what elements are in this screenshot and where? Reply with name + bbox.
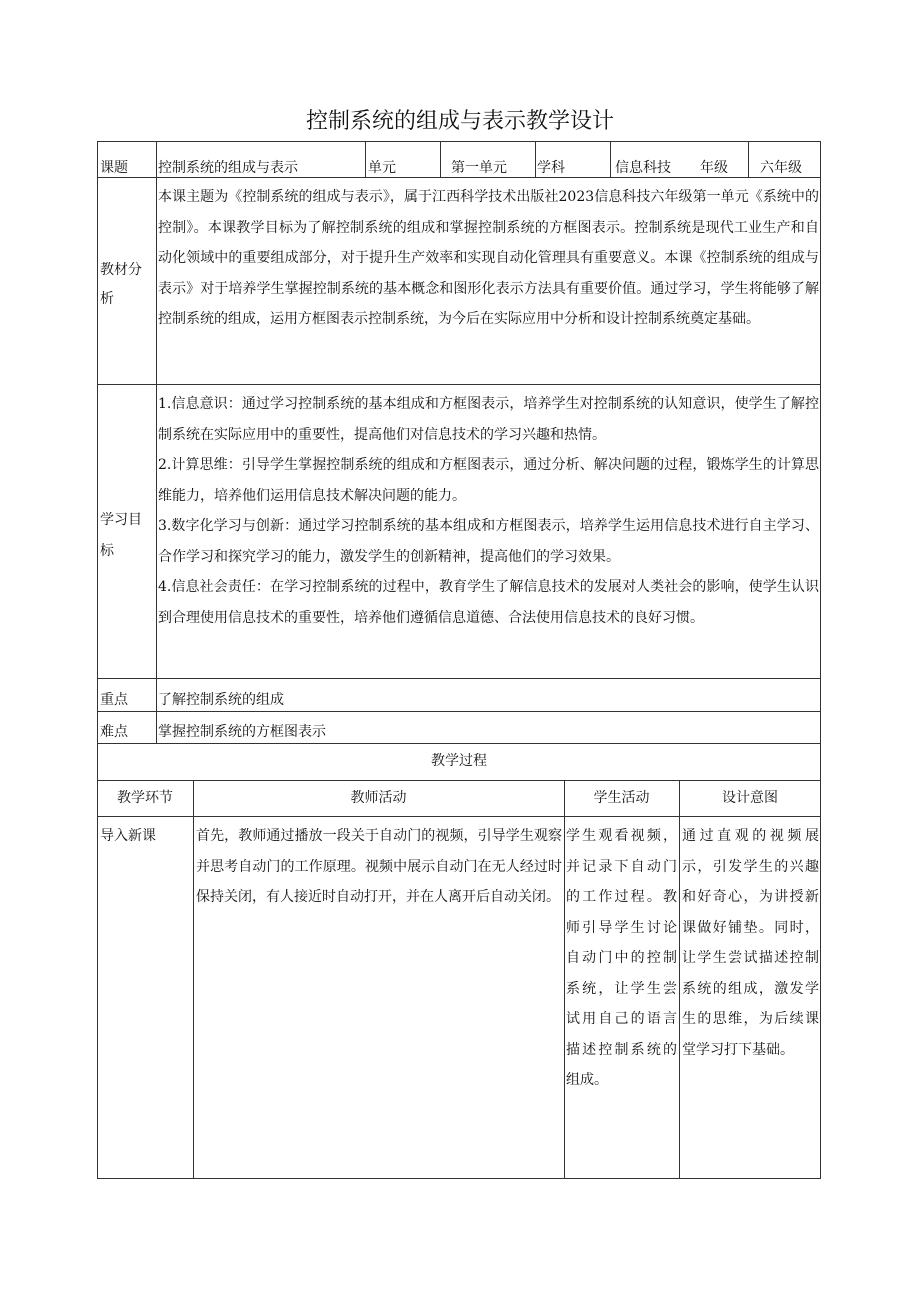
- grade-label: 年级: [700, 160, 728, 176]
- unit-label: 单元: [368, 160, 396, 176]
- column-divider: [365, 141, 366, 177]
- column-divider: [156, 141, 157, 177]
- row-divider: [97, 743, 821, 744]
- row-divider: [97, 678, 821, 679]
- topic-value: 控制系统的组成与表示: [158, 160, 298, 176]
- material-analysis-text: 本课主题为《控制系统的组成与表示》，属于江西科学技术出版社2023信息科技六年级第一单元《系统中的控制》。本课教学目标为了解控制系统的组成和掌握控制系统的方框图表示。控制系统是现代工业生产和自动化领域中的重要组成部分，对于提升生产效率和实现自动化管理具有重要意义。本课《控制系统的组成与表示》对于培养学生掌握控制系统的基本概念和图形化表示方法具有重要价值。通过学习，学生将能够了解控制系统的组成，运用方框图表示控制系统，为今后在实际应用中分析和设计控制系统奠定基础。: [158, 189, 819, 327]
- learning-goals-label-line2: 标: [100, 543, 114, 559]
- column-divider: [193, 780, 194, 1179]
- row-divider: [97, 711, 821, 712]
- process-title: 教学过程: [431, 753, 487, 769]
- column-divider: [535, 141, 536, 177]
- process-header-teacher: 教师活动: [350, 790, 407, 806]
- process-header-student: 学生活动: [593, 790, 650, 806]
- learning-goals-list: [158, 389, 819, 633]
- row-divider: [97, 816, 821, 817]
- key-point-value: 了解控制系统的组成: [158, 692, 284, 708]
- unit-value: 第一单元: [451, 160, 507, 176]
- learning-goal-item: 4.信息社会责任：在学习控制系统的过程中，教育学生了解信息技术的发展对人类社会的影响，使学生认识到合理使用信息技术的重要性，培养他们遵循信息道德、合法使用信息技术的良好习惯。: [158, 579, 819, 626]
- topic-label: 课题: [100, 160, 128, 176]
- row-divider: [97, 384, 821, 385]
- difficult-point-label: 难点: [100, 724, 128, 740]
- difficult-point-value: 掌握控制系统的方框图表示: [158, 724, 326, 740]
- student-activity: 学生观看视频，并记录下自动门的工作过程。教师引导学生讨论自动门中的控制系统，让学生尝试用自己的语言描述控制系统的组成。: [566, 828, 677, 1088]
- learning-goal-item: 3.数字化学习与创新：通过学习控制系统的基本组成和方框图表示，培养学生运用信息技术进行自主学习、合作学习和探究学习的能力，激发学生的创新精神，提高他们的学习效果。: [158, 518, 819, 565]
- material-analysis-label-line1: 教材分: [100, 262, 142, 278]
- row-divider: [97, 780, 821, 781]
- column-divider: [564, 780, 565, 1179]
- column-divider: [610, 141, 611, 177]
- document-title: 控制系统的组成与表示教学设计: [305, 109, 614, 134]
- process-stage: 导入新课: [100, 828, 156, 844]
- column-divider: [679, 780, 680, 1179]
- learning-goal-item: 2.计算思维：引导学生掌握控制系统的组成和方框图表示，通过分析、解决问题的过程，锻炼学生的计算思维能力，培养他们运用信息技术解决问题的能力。: [158, 457, 819, 504]
- learning-goal-item: 1.信息意识：通过学习控制系统的基本组成和方框图表示，培养学生对控制系统的认知意识，使学生了解控制系统在实际应用中的重要性，提高他们对信息技术的学习兴趣和热情。: [158, 396, 819, 443]
- grade-value: 六年级: [760, 160, 802, 176]
- column-divider: [156, 177, 157, 744]
- key-point-label: 重点: [100, 692, 128, 708]
- process-header-stage: 教学环节: [117, 790, 173, 806]
- column-divider: [440, 141, 441, 177]
- material-analysis-label-line2: 析: [100, 291, 114, 307]
- column-divider: [748, 141, 749, 177]
- learning-goals-label-line1: 学习目: [100, 512, 142, 528]
- process-header-intent: 设计意图: [722, 790, 778, 806]
- teacher-activity: 首先，教师通过播放一段关于自动门的视频，引导学生观察并思考自动门的工作原理。视频中展示自动门在无人经过时保持关闭，有人接近时自动打开，并在人离开后自动关闭。: [196, 828, 562, 905]
- subject-value: 信息科技: [615, 160, 671, 176]
- subject-label: 学科: [537, 160, 565, 176]
- lesson-plan-table: [97, 141, 821, 1179]
- design-intent: 通过直观的视频展示，引发学生的兴趣和好奇心，为讲授新课做好铺垫。同时，让学生尝试描述控制系统的组成，激发学生的思维，为后续课堂学习打下基础。: [682, 828, 819, 1058]
